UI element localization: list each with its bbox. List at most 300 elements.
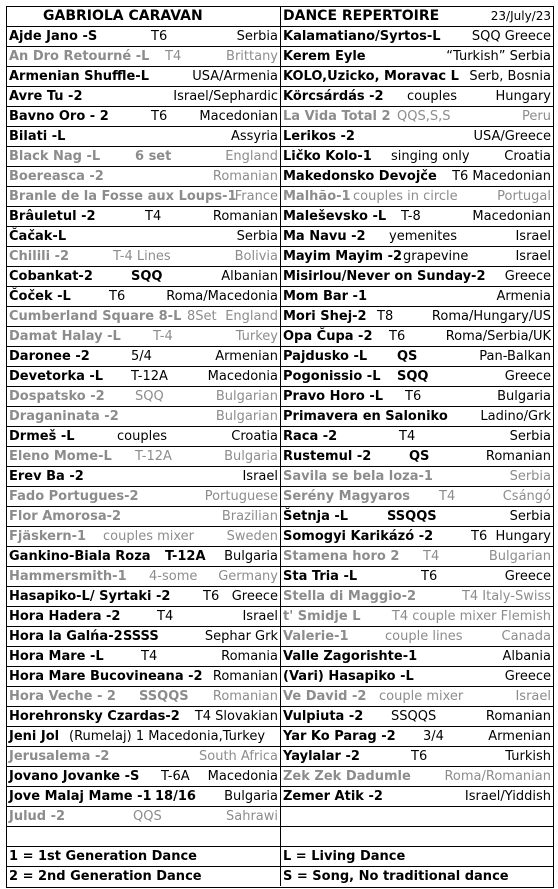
left-dance-cell [7,367,281,386]
dance-detail: Macedonia [207,369,278,384]
left-dance-cell [7,627,281,646]
dance-name: Yaylalar -2 [283,749,360,764]
dance-detail: QS [409,449,430,464]
table-row [7,267,553,287]
left-dance-cell [7,147,281,166]
dance-detail: Greece [504,669,551,684]
dance-name: Zek Zek Dadumle [283,769,411,784]
right-dance-cell [281,587,553,606]
right-dance-cell [281,487,553,506]
dance-detail: SSQQS [139,689,189,704]
table-row [7,87,553,107]
table-row [7,427,553,447]
dance-detail: Sweden [226,529,278,544]
dance-detail: T6 [405,389,422,404]
dance-detail: Germany [218,569,278,584]
left-dance-cell [7,107,281,126]
left-dance-cell [7,47,281,66]
right-dance-cell [281,807,553,826]
dance-detail: Portuguese [204,489,278,504]
dance-detail: Sephar Grk [204,629,278,644]
right-dance-cell [281,247,553,266]
dance-detail: Canada [501,629,551,644]
dance-detail: Romanian [212,689,278,704]
dance-detail: T6 [421,569,438,584]
dance-detail: Roma/Serbia/UK [445,329,551,344]
dance-name: Mayim Mayim -2 [283,249,403,264]
right-dance-cell [281,427,553,446]
left-dance-cell [7,67,281,86]
left-dance-cell [7,407,281,426]
dance-detail: Armenian [488,729,551,744]
dance-name: Erev Ba -2 [9,469,84,484]
dance-name: Brâuletul -2 [9,209,96,224]
dance-name: Primavera en Saloniko [283,409,448,424]
legend-left-cell [7,847,281,866]
dance-detail: Peru [522,109,551,124]
dance-name: Ve David -2 [283,689,367,704]
right-dance-cell [281,407,553,426]
spacer-left [7,827,281,846]
left-dance-cell [7,87,281,106]
dance-name: Armenian Shuffle-L [9,69,149,84]
dance-detail: USA/Greece [473,129,551,144]
dance-detail: Israel [515,689,551,704]
dance-detail: T6 [151,109,168,124]
dance-detail: T6 [203,589,220,604]
dance-detail: Romanian [485,709,551,724]
table-row [7,47,553,67]
dance-detail: T4 [157,609,174,624]
table-row [7,207,553,227]
table-row [7,727,553,747]
table-row [7,67,553,87]
dance-detail: Serbia [509,429,551,444]
dance-name: Zemer Atik -2 [283,789,383,804]
left-dance-cell [7,747,281,766]
dance-detail: Armenia [496,289,551,304]
dance-detail: Bulgarian [215,409,278,424]
dance-detail: SSQQS [391,709,437,724]
left-dance-cell [7,647,281,666]
right-dance-cell [281,787,553,806]
left-dance-cell [7,767,281,786]
table-row [7,627,553,647]
left-dance-cell [7,27,281,46]
dance-name: Šetnja -L [283,509,349,524]
table-row [7,287,553,307]
dance-detail: Albanian [221,269,278,284]
dance-detail: Assyria [230,129,278,144]
right-dance-cell [281,287,553,306]
right-dance-cell [281,467,553,486]
header-left-cell [7,7,281,26]
left-dance-cell [7,247,281,266]
dance-name: Valle Zagorishte-1 [283,649,418,664]
table-row [7,107,553,127]
dance-detail: T-8 [401,209,421,224]
dance-name: Pravo Horo -L [283,389,384,404]
dance-detail: Macedonian [472,209,551,224]
table-row [7,467,553,487]
right-dance-cell [281,147,553,166]
dance-name: Gankino-Biala Roza [9,549,151,564]
dance-detail: SQQ Greece [471,29,551,44]
dance-name: Black Nag -L [9,149,101,164]
dance-detail: T4 [439,489,456,504]
dance-name: Rustemul -2 [283,449,372,464]
dance-name: La Vida Total 2 [283,109,391,124]
dance-detail: T4 [141,649,158,664]
dance-detail: couples in circle [353,189,458,204]
table-row [7,387,553,407]
right-dance-cell [281,367,553,386]
dance-detail: Serbia [509,509,551,524]
header-right-cell [281,7,553,26]
right-dance-cell [281,747,553,766]
repertoire-table [6,6,554,888]
dance-name: Makedonsko Devojče [283,169,437,184]
dance-name: Drmeš -L [9,429,75,444]
dance-detail: Turkish [505,749,551,764]
right-dance-cell [281,647,553,666]
dance-detail: 18/16 [155,789,196,804]
left-dance-cell [7,527,281,546]
dance-detail: 5/4 [131,349,152,364]
dance-name: Mom Bar -1 [283,289,367,304]
table-row [7,607,553,627]
right-dance-cell [281,267,553,286]
table-row [7,187,553,207]
dance-name: Avre Tu -2 [9,89,83,104]
dance-detail: Bulgaria [224,789,278,804]
legend-left-cell [7,867,281,886]
dance-name: Devetorka -L [9,369,104,384]
dance-detail: “Turkish” Serbia [446,49,551,64]
right-dance-cell [281,127,553,146]
right-dance-cell [281,387,553,406]
legend-living-dance: L = Living Dance [283,849,406,864]
dance-detail: 8Set [187,309,217,324]
table-row [7,307,553,327]
table-row [7,487,553,507]
dance-detail: Israel/Yiddish [464,789,551,804]
dance-detail: SQQ [397,369,429,384]
right-dance-cell [281,87,553,106]
dance-name: Ma Navu -2 [283,229,366,244]
dance-detail: Romanian [212,169,278,184]
dance-detail: Bulgaria [224,449,278,464]
right-dance-cell [281,67,553,86]
right-dance-cell [281,347,553,366]
dance-name: Damat Halay -L [9,329,121,344]
right-dance-cell [281,727,553,746]
dance-detail: T6 [109,289,126,304]
dance-name: Cobankat-2 [9,269,93,284]
dance-detail: Bulgaria [497,389,551,404]
left-dance-cell [7,507,281,526]
left-dance-cell [7,127,281,146]
dance-detail: Croatia [504,149,551,164]
dance-detail: Romanian [212,209,278,224]
table-row [7,167,553,187]
left-dance-cell [7,287,281,306]
dance-name: Bavno Oro - 2 [9,109,109,124]
dance-name: Hammersmith-1 [9,569,127,584]
right-dance-cell [281,567,553,586]
dance-detail: Bulgaria [224,549,278,564]
table-row [7,327,553,347]
left-dance-cell [7,467,281,486]
dance-name: Čačak-L [9,229,67,244]
left-dance-cell [7,607,281,626]
dance-detail: Romanian [485,449,551,464]
dance-detail: T4 [399,429,416,444]
left-dance-cell [7,267,281,286]
dance-name: Hora Mare Bucovineana -2 [9,669,203,684]
left-dance-cell [7,787,281,806]
left-dance-cell [7,447,281,466]
date-label: 23/July/23 [490,9,551,23]
dance-name: Opa Čupa -2 [283,329,373,344]
dance-name: Sta Tria -L [283,569,358,584]
legend-right-cell [281,867,553,886]
dance-detail: singing only [391,149,470,164]
table-row [7,507,553,527]
dance-detail: Greece [504,369,551,384]
table-row [7,567,553,587]
dance-detail: Pan-Balkan [479,349,551,364]
left-dance-cell [7,807,281,826]
dance-detail: SSSS [123,629,159,644]
left-dance-cell [7,667,281,686]
dance-detail: T8 [377,309,394,324]
dance-name: Bilati -L [9,129,66,144]
dance-detail: USA/Armenia [192,69,278,84]
dance-name: Draganinata -2 [9,409,119,424]
dance-name: Körcsárdás -2 [283,89,384,104]
dance-detail: T-12A [131,369,168,384]
dance-name: Fado Portugues-2 [9,489,139,504]
right-dance-cell [281,47,553,66]
right-dance-cell [281,527,553,546]
right-dance-cell [281,707,553,726]
dance-name: Ajde Jano -S [9,29,98,44]
dance-name: Kerem Eyle [283,49,366,64]
dance-detail: T4 [145,209,162,224]
table-row [7,667,553,687]
legend-song: S = Song, No traditional dance [283,869,509,884]
dance-detail: Sahrawi [225,809,278,824]
table-row [7,747,553,767]
dance-detail: T6 [471,529,488,544]
dance-detail: T4 couple mixer Flemish [391,609,551,624]
dance-detail: (Rumelaj) 1 Macedonia,Turkey [69,729,266,744]
left-dance-cell [7,547,281,566]
dance-name: Chilili -2 [9,249,70,264]
table-row [7,147,553,167]
dance-detail: QS [397,349,418,364]
right-dance-cell [281,107,553,126]
dance-name: Julud -2 [9,809,66,824]
dance-name: Maleševsko -L [283,209,387,224]
left-dance-cell [7,587,281,606]
right-dance-cell [281,447,553,466]
dance-detail: Romania [221,649,278,664]
dance-detail: Csángó [502,489,551,504]
dance-name: Lerikos -2 [283,129,355,144]
dance-detail: Turkey [235,329,278,344]
dance-name: Vulpiuta -2 [283,709,364,724]
table-row [7,247,553,267]
table-row [7,807,553,827]
table-row [7,527,553,547]
dance-name: Serény Magyaros [283,489,411,504]
table-row [7,647,553,667]
dance-detail: Hungary [495,89,551,104]
table-row [7,347,553,367]
right-dance-cell [281,767,553,786]
dance-name: Malhão-1 [283,189,351,204]
table-row [7,407,553,427]
dance-detail: 4-some [149,569,198,584]
right-title: DANCE REPERTOIRE [283,8,440,24]
dance-detail: Brittany [226,49,278,64]
dance-detail: T4 [423,549,440,564]
dance-detail: Macedonian [199,109,278,124]
right-dance-cell [281,627,553,646]
right-dance-cell [281,667,553,686]
dance-detail: Armenian [215,349,278,364]
dance-name: t' Smidje L [283,609,361,624]
dance-detail: Romanian [212,669,278,684]
dance-detail: Roma/Macedonia [166,289,278,304]
right-dance-cell [281,307,553,326]
dance-detail: Serbia [509,469,551,484]
dance-detail: England [225,309,278,324]
right-dance-cell [281,607,553,626]
dance-name: Valerie-1 [283,629,349,644]
left-dance-cell [7,427,281,446]
legend-row-1 [7,847,553,867]
dance-name: Branle de la Fosse aux Loups-1 [9,189,237,204]
right-dance-cell [281,167,553,186]
dance-name: Horehronsky Czardas-2 [9,709,180,724]
dance-name: Fjäskern-1 [9,529,87,544]
dance-detail: 6 set [135,149,172,164]
dance-detail: Bolivia [234,249,278,264]
dance-detail: Serb, Bosnia [469,69,551,84]
dance-name: Misirlou/Never on Sunday-2 [283,269,486,284]
left-dance-cell [7,727,281,746]
dance-name: Pajdusko -L [283,349,368,364]
dance-detail: Albania [502,649,551,664]
right-dance-cell [281,327,553,346]
dance-detail: T6 [389,329,406,344]
dance-detail: 3/4 [423,729,444,744]
left-dance-cell [7,387,281,406]
table-row [7,707,553,727]
left-dance-cell [7,227,281,246]
right-dance-cell [281,187,553,206]
dance-detail: Israel [515,249,551,264]
dance-detail: T6 Macedonian [452,169,551,184]
left-dance-cell [7,707,281,726]
dance-detail: couple mixer [379,689,464,704]
table-row [7,127,553,147]
dance-name: Savila se bela loza-1 [283,469,433,484]
dance-name: Dospatsko -2 [9,389,105,404]
dance-name: Somogyi Karikázó -2 [283,529,434,544]
header-row [7,7,553,27]
legend-row-2 [7,867,553,887]
legend-right-cell [281,847,553,866]
dance-name: Boereasca -2 [9,169,104,184]
dance-name: Hora Hadera -2 [9,609,121,624]
right-dance-cell [281,227,553,246]
dance-detail: Greece [504,269,551,284]
dance-detail: Israel [242,609,278,624]
dance-name: Eleno Mome-L [9,449,112,464]
table-row [7,587,553,607]
right-dance-cell [281,547,553,566]
table-row [7,767,553,787]
dance-detail: Ladino/Grk [480,409,551,424]
dance-name: Jeni Jol [9,729,60,744]
dance-detail: T-12A [135,449,172,464]
dance-name: Ličko Kolo-1 [283,149,372,164]
dance-detail: couple lines [385,629,463,644]
dance-detail: Israel/Sephardic [173,89,278,104]
dance-name: Stella di Maggio-2 [283,589,417,604]
dance-detail: France [234,189,278,204]
left-dance-cell [7,207,281,226]
dance-name: Daronee -2 [9,349,90,364]
dance-detail: couples mixer [103,529,195,544]
dance-detail: Greece [504,569,551,584]
dance-detail: Israel [242,469,278,484]
dance-detail: Serbia [236,229,278,244]
dance-name: Raca -2 [283,429,338,444]
dance-name: Mori Shej-2 [283,309,367,324]
dance-name: Stamena horo 2 [283,549,400,564]
dance-name: Hora Veche - 2 [9,689,116,704]
dance-detail: South Africa [199,749,278,764]
dance-name: Jovano Jovanke -S [9,769,140,784]
dance-detail: QQS [133,809,162,824]
spacer-right [281,827,553,846]
dance-name: Hora Mare -L [9,649,104,664]
dance-name: Jerusalema -2 [9,749,110,764]
dance-detail: T-4 [153,329,173,344]
dance-detail: T4 [165,49,182,64]
left-dance-cell [7,167,281,186]
dance-name: Pogonissio -L [283,369,381,384]
dance-detail: Greece [231,589,278,604]
dance-name: Yar Ko Parag -2 [283,729,396,744]
left-dance-cell [7,347,281,366]
right-dance-cell [281,207,553,226]
dance-detail: Bulgarian [488,549,551,564]
dance-detail: couples [117,429,167,444]
dance-detail: T6 [151,29,168,44]
table-row [7,687,553,707]
dance-detail: T-6A [161,769,190,784]
right-dance-cell [281,27,553,46]
dance-rows [7,27,553,827]
left-dance-cell [7,687,281,706]
dance-detail: Serbia [236,29,278,44]
